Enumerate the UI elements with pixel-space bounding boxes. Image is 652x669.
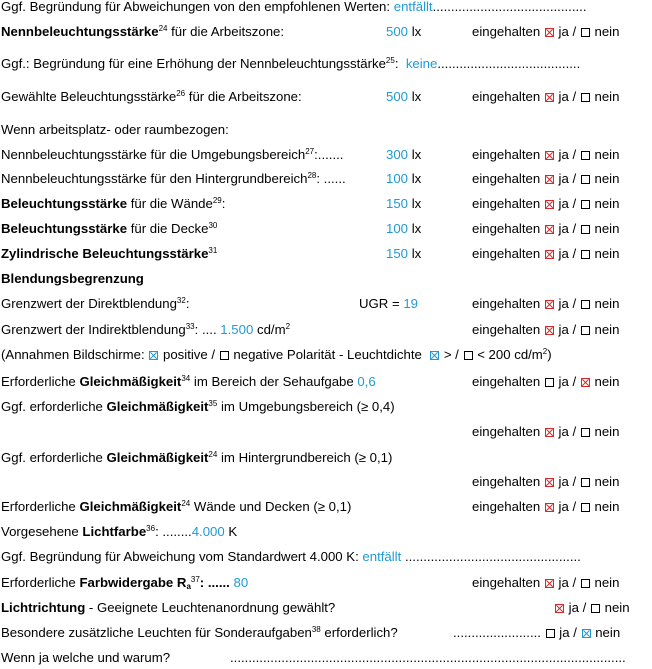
footnote: 30 [208,221,218,230]
label-bold: Lichtrichtung [1,600,86,615]
nein-checkbox[interactable] [581,200,590,209]
value-lx[interactable]: 150 [386,246,409,261]
ja-label: ja / [558,374,577,389]
footnote: 27 [305,147,315,156]
row-gewaehlte-beleuchtung [1,87,652,107]
nein-label: nein [594,322,620,337]
label-bold: Farbwidergabe R [79,575,187,590]
unit-lx: lx [411,196,422,211]
unit-k: K [228,524,238,539]
eingehalten-label: eingehalten [472,89,541,104]
ja-checkbox[interactable] [545,225,554,234]
ja-checkbox[interactable] [545,503,554,512]
unit-lx: lx [411,89,422,104]
row-hintergrundbereich [1,169,652,189]
section-heading: Blendungsbegrenzung [1,271,144,286]
row-blendungsbegrenzung [1,269,652,289]
label-text: Vorgesehene [1,524,83,539]
label-text: Ggf.: Begründung für eine Erhöhung der Nennbeleuchtungsstärke [1,56,386,71]
unit-lx: lx [411,221,422,236]
nein-label: nein [594,89,620,104]
ja-checkbox[interactable] [545,428,554,437]
nein-label: nein [594,575,620,590]
label-text: Ggf. Begründung für Abweichung vom Standardwert 4.000 K: [1,549,359,564]
ja-checkbox[interactable] [545,300,554,309]
value-cdm2[interactable]: 1.500 [220,322,254,337]
eingehalten-label: eingehalten [472,575,541,590]
nein-checkbox[interactable] [581,478,590,487]
eingehalten-label: eingehalten [472,171,541,186]
nein-checkbox[interactable] [581,28,590,37]
label-text: - Geeignete Leuchtenanordnung gewählt? [85,600,336,615]
positive-checkbox[interactable] [149,351,158,360]
footnote: 24 [208,450,218,459]
nein-checkbox[interactable] [581,175,590,184]
label-bold: Gleichmäßigkeit [106,399,209,414]
label-text2: im Umgebungsbereich (≥ 0,4) [217,399,395,414]
ja-checkbox[interactable] [545,579,554,588]
label-text: Ggf. erforderliche [1,450,107,465]
ja-label: ja / [558,171,577,186]
eingehalten-label: eingehalten [472,24,541,39]
value-ugr[interactable]: 19 [403,296,419,311]
footnote: 32 [176,296,186,305]
ja-label: ja / [558,499,577,514]
nein-checkbox[interactable] [581,225,590,234]
nein-checkbox[interactable] [581,378,590,387]
ja-label: ja / [568,600,587,615]
nein-label: nein [594,374,620,389]
label-text: Wenn ja welche und warum? [1,650,171,665]
nein-checkbox[interactable] [581,503,590,512]
ja-checkbox[interactable] [545,250,554,259]
ja-label: ja / [558,147,577,162]
label-text: für die Decke [127,221,209,236]
eingehalten-label: eingehalten [472,147,541,162]
eingehalten-label: eingehalten [472,296,541,311]
nein-label: nein [594,196,620,211]
label-text: für die Wände [127,196,213,211]
value-lx[interactable]: 500 [386,24,409,39]
ja-label: ja / [558,424,577,439]
colon: : [394,56,399,71]
label-text2: im Bereich der Sehaufgabe [190,374,354,389]
eingehalten-label: eingehalten [472,374,541,389]
nein-label: nein [594,24,620,39]
label-text2: für die Arbeitszone: [185,89,302,104]
footnote: 37 [190,575,200,584]
ja-label: ja / [558,89,577,104]
label-text: Erforderliche [1,374,80,389]
row-nennbeleuchtung-arbeitszone [1,22,652,42]
footnote: 29 [212,196,222,205]
label-text2: : .... [194,322,217,337]
footnote: 33 [185,322,195,331]
nein-checkbox[interactable] [581,326,590,335]
ugr-label: UGR = [359,296,400,311]
ja-label: ja / [558,24,577,39]
label-text2: erforderlich? [320,625,398,640]
ja-label: ja / [558,296,577,311]
ja-label: ja / [559,625,577,640]
footnote: 24 [181,499,191,508]
ja-label: ja / [558,575,577,590]
nein-label: nein [594,499,620,514]
value-lx[interactable]: 500 [386,89,409,104]
ja-label: ja / [558,221,577,236]
label-text2: Wände und Decken (≥ 0,1) [190,499,352,514]
label-bold: Nennbeleuchtungsstärke [1,24,159,39]
label-abweichungen: Ggf. Begründung für Abweichungen von den empfohlenen Werten: [1,0,391,14]
ja-checkbox[interactable] [545,175,554,184]
value-lichtfarbe[interactable]: 4.000 [191,524,225,539]
label-bold: Beleuchtungsstärke [1,196,128,211]
label-text: Nennbeleuchtungsstärke für den Hintergrundbereich [1,171,308,186]
ja-label: ja / [558,474,577,489]
dots: .......................................... [432,0,587,14]
nein-label: nein [604,600,630,615]
label-text: Grenzwert der Indirektblendung [1,322,186,337]
nein-label: nein [594,296,620,311]
nein-label: nein [594,171,620,186]
label-bold: Gleichmäßigkeit [106,450,209,465]
greater-checkbox[interactable] [430,351,439,360]
label-text2: : [221,196,226,211]
label-text: (Annahmen Bildschirme: [1,347,145,362]
footnote: 36 [146,524,156,533]
positive-label: positive / [163,347,216,362]
label-bold: Gleichmäßigkeit [79,499,182,514]
footnote: 38 [311,625,321,634]
value-abweichungen[interactable]: entfällt [393,0,433,14]
row-indirektblendung [1,320,652,340]
unit-lx: lx [411,24,422,39]
nein-checkbox[interactable] [581,250,590,259]
label-text2: : ........ [155,524,192,539]
row-begruendung-erhoehung [1,54,652,74]
label-text: für die Arbeitszone: [167,24,285,39]
ja-checkbox[interactable] [545,28,554,37]
row-umgebung-check [1,422,652,442]
ja-checkbox[interactable] [545,478,554,487]
row-begruendung-standardwert [1,547,652,567]
label-text: Besondere zusätzliche Leuchten für Sonderaufgaben [1,625,312,640]
label-text: Erforderliche [1,575,80,590]
eingehalten-label: eingehalten [472,196,541,211]
ja-checkbox[interactable] [545,93,554,102]
nein-checkbox[interactable] [581,300,590,309]
row-waende [1,194,652,214]
eingehalten-label: eingehalten [472,424,541,439]
dots: ........................ [453,625,541,640]
dots: ................................................ [404,549,581,564]
nein-checkbox[interactable] [582,629,591,638]
label-bold: Beleuchtungsstärke [1,221,128,236]
nein-label: nein [594,424,620,439]
ja-label: ja / [558,196,577,211]
eingehalten-label: eingehalten [472,221,541,236]
nein-label: nein [594,221,620,236]
unit-lx: lx [411,246,422,261]
nein-checkbox[interactable] [581,428,590,437]
row-gleichmaessigkeit-hintergrund [1,448,652,468]
unit-exp: 2 [285,322,291,331]
footnote: 31 [208,246,218,255]
eingehalten-label: eingehalten [472,322,541,337]
negative-label: negative Polarität - Leuchtdichte [233,347,422,362]
ja-label: ja / [558,246,577,261]
label-text2: : ...... [316,171,346,186]
row-umgebungsbereich [1,145,652,165]
ja-label: ja / [558,322,577,337]
nein-label: nein [594,147,620,162]
nein-checkbox[interactable] [581,151,590,160]
label-text: Erforderliche [1,499,80,514]
nein-label: nein [594,474,620,489]
label-text2: : [185,296,190,311]
row-sonderaufgaben [1,623,652,643]
row-abweichungen [1,0,652,17]
less-checkbox[interactable] [464,351,473,360]
ja-checkbox[interactable] [545,151,554,160]
dots-input[interactable]: ............................................................................................................ [230,650,626,665]
value-lx[interactable]: 300 [386,147,409,162]
nein-checkbox[interactable] [581,93,590,102]
label-bold: Zylindrische Beleuchtungsstärke [1,246,209,261]
footnote: 24 [158,24,168,33]
row-hintergrund-check [1,472,652,492]
eingehalten-label: eingehalten [472,474,541,489]
row-farbwidergabe [1,573,652,593]
footnote: 25 [385,56,395,65]
label-text: Grenzwert der Direktblendung [1,296,177,311]
value-gleichmaessigkeit[interactable]: 0,6 [357,374,376,389]
row-gleichmaessigkeit-umgebung [1,397,652,417]
footnote: 35 [208,399,218,408]
row-direktblendung [1,294,652,314]
label-text2: : ...... [199,575,230,590]
footnote: 34 [181,374,191,383]
ja-checkbox[interactable] [545,326,554,335]
ja-checkbox[interactable] [545,200,554,209]
ja-checkbox[interactable] [545,378,554,387]
label-bold: Gleichmäßigkeit [79,374,182,389]
nein-checkbox[interactable] [581,579,590,588]
footnote: 26 [176,89,186,98]
label-text: Wenn arbeitsplatz- oder raumbezogen: [1,122,229,137]
row-decke [1,219,652,239]
value-lx[interactable]: 100 [386,171,409,186]
nein-label: nein [595,625,621,640]
negative-checkbox[interactable] [220,351,229,360]
value-farbwidergabe[interactable]: 80 [233,575,249,590]
unit-cdm: cd/m [256,322,286,337]
row-gleichmaessigkeit-sehaufgabe [1,372,652,392]
row-gleichmaessigkeit-waende-decken [1,497,652,517]
unit-exp: 2 [542,347,548,356]
unit-lx: lx [411,147,422,162]
row-annahmen-bildschirme [1,345,652,365]
label-text2: :....... [314,147,344,162]
row-zylindrische [1,244,652,264]
eingehalten-label: eingehalten [472,499,541,514]
greater-label: > / [443,347,459,362]
ja-checkbox[interactable] [546,629,555,638]
label-text2: im Hintergrundbereich (≥ 0,1) [217,450,393,465]
subscript: a [186,582,191,591]
nein-checkbox[interactable] [591,604,600,613]
nein-label: nein [594,246,620,261]
label-bold: Lichtfarbe [82,524,147,539]
close-paren: ) [547,347,552,362]
value-entfaellt[interactable]: entfällt [362,549,402,564]
ja-checkbox[interactable] [555,604,564,613]
dots: ....................................... [437,56,581,71]
value-lx[interactable]: 100 [386,221,409,236]
row-lichtrichtung [1,598,652,618]
footnote: 28 [307,171,317,180]
value-keine[interactable]: keine [405,56,438,71]
label-text: Nennbeleuchtungsstärke für die Umgebungsbereich [1,147,306,162]
value-lx[interactable]: 150 [386,196,409,211]
unit-lx: lx [411,171,422,186]
eingehalten-label: eingehalten [472,246,541,261]
less-label: < 200 cd/m [477,347,543,362]
row-arbeitsplatz-raumbezogen [1,120,652,140]
label-text: Ggf. erforderliche [1,399,107,414]
row-lichtfarbe [1,522,652,542]
label-text: Gewählte Beleuchtungsstärke [1,89,177,104]
row-welche-warum [1,648,652,668]
